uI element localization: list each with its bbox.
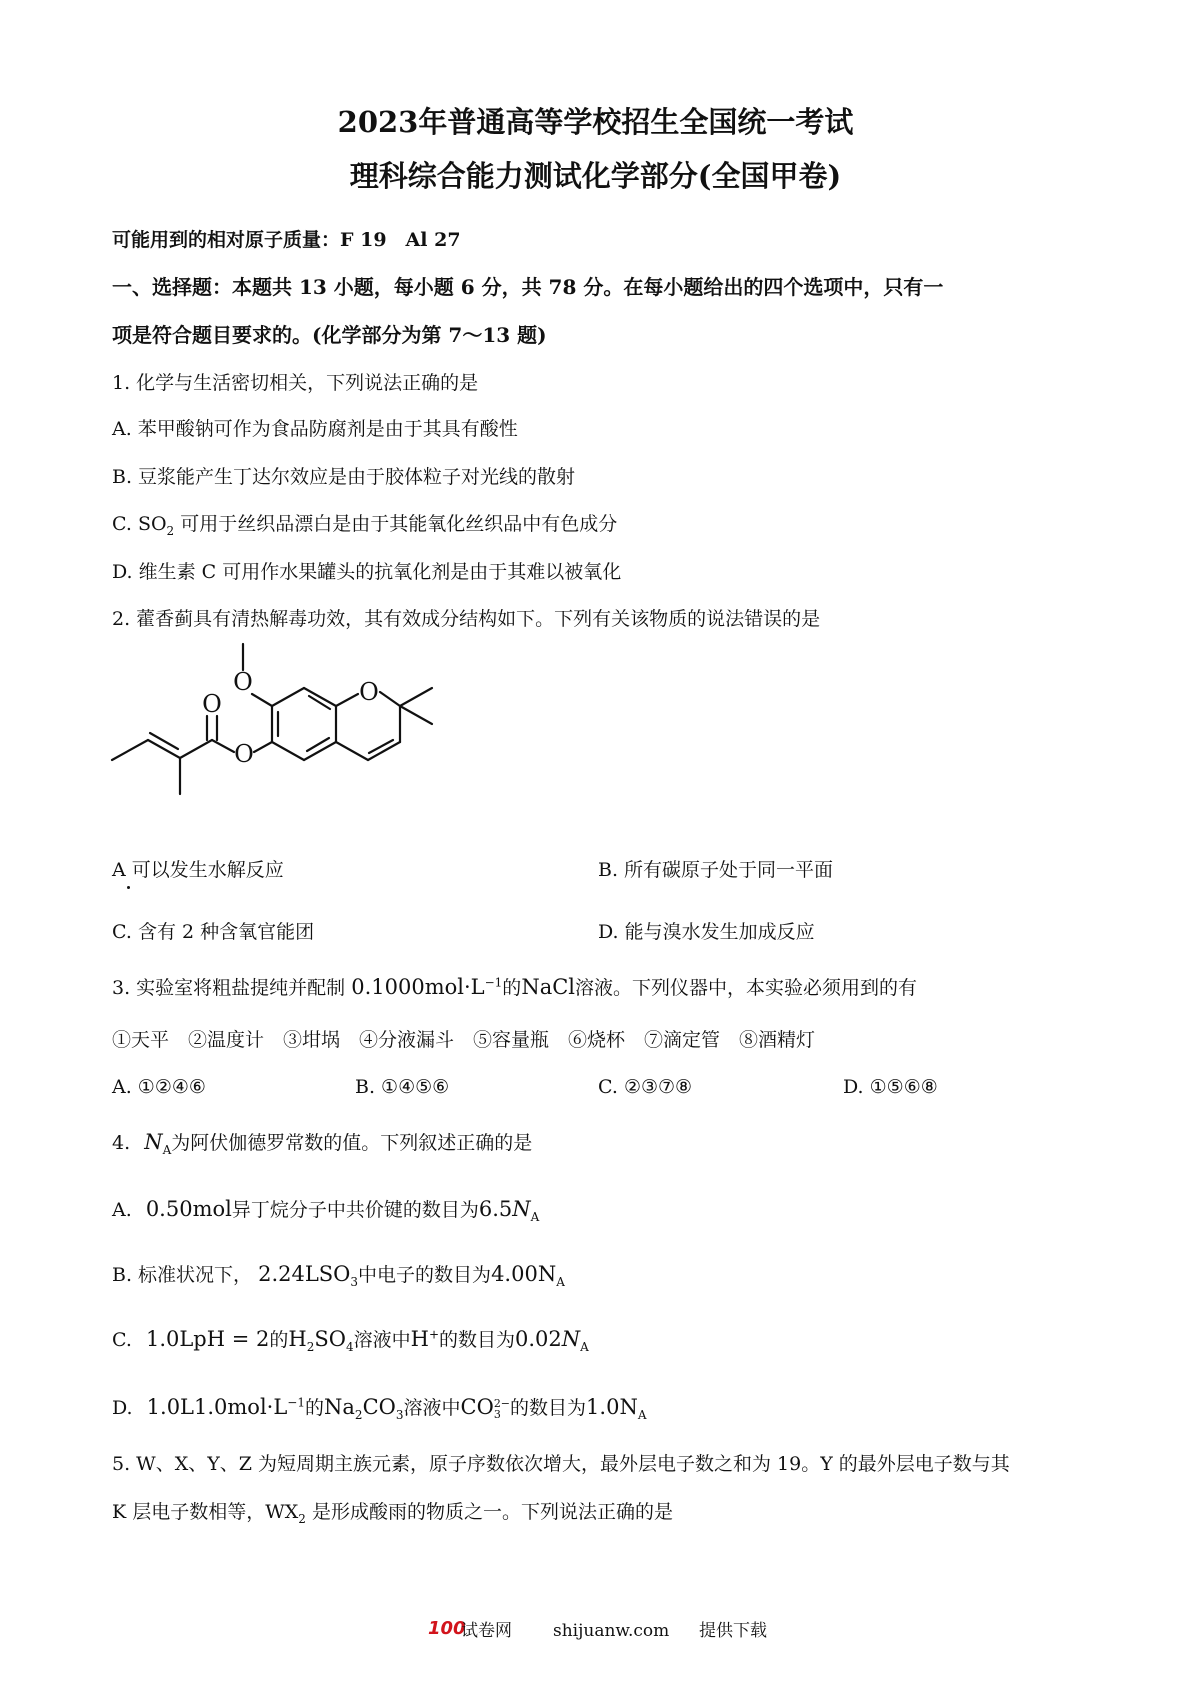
site-name: 试卷网 [461,1621,512,1641]
section-header-line-1: 一、选择题：本题共 13 小题，每小题 6 分，共 78 分。在每小题给出的四个选项中，只有一 [112,275,944,299]
q4-option-b [112,1262,565,1287]
q1-option-b: B. 豆浆能产生丁达尔效应是由于胶体粒子对光线的散射 [112,466,576,488]
q4-d-na-sub2: A [637,1407,647,1422]
methoxy-oxygen: O [233,668,253,696]
q4-c-h-sub: 2 [306,1339,315,1354]
q4-option-c [112,1327,589,1352]
q5-line-2 [112,1500,673,1524]
q4-b-v1: 2.24LSO [258,1262,351,1286]
q4-c-so4-sub: 4 [345,1339,354,1354]
q4-d-co3: CO [460,1395,494,1419]
q4-d-na-sub: 2 [354,1407,363,1422]
q4-b-label: B. 标准状况下， [112,1264,253,1286]
download-text: 提供下载 [699,1621,767,1641]
q4-stem [112,1130,532,1155]
q4-d-co3-sub: 3 [493,1408,501,1421]
q4-c-hplus: H [410,1327,429,1351]
carbonyl-oxygen: O [202,690,222,718]
q3-nacl: NaCl [521,975,575,999]
q4-b-sub1: 3 [350,1274,359,1289]
q4-d-t2: 溶液中 [403,1397,461,1419]
q4-c-t3: 的数目为 [439,1329,516,1351]
q4-b-text: 中电子的数目为 [358,1264,492,1286]
q4-d-co-sub: 3 [395,1407,404,1422]
q3-option-b: B. ①④⑤⑥ [355,1076,450,1098]
q4-d-sup1: −1 [287,1395,305,1410]
q4-na: N [144,1130,163,1154]
q4-d-co: CO [362,1395,396,1419]
q2-option-c: C. 含有 2 种含氧官能团 [112,921,315,943]
q4-d-co3-sup: 2− [493,1397,511,1410]
q4-a-label: A. [112,1199,132,1221]
site-domain-link[interactable]: shijuanw.com [553,1621,670,1641]
q4-option-a [112,1197,539,1222]
q4-a-na: N [512,1197,531,1221]
q4-stem-post: 为阿伏伽德罗常数的值。下列叙述正确的是 [171,1132,533,1154]
q5-line2-pre: K 层电子数相等，WX [112,1501,299,1523]
q2-structure-diagram [100,636,460,806]
q3-option-a: A. ①②④⑥ [112,1076,206,1098]
q4-c-h: H [288,1327,307,1351]
q4-d-t1: 的 [305,1397,325,1419]
q4-num: 4. [112,1132,131,1154]
q4-a-v2: 6.5 [478,1197,513,1221]
q2-option-b: B. 所有碳原子处于同一平面 [598,859,834,881]
q3-option-d: D. ①⑤⑥⑧ [843,1076,938,1098]
section-header-line-2: 项是符合题目要求的。(化学部分为第 7～13 题) [112,323,547,347]
q3-stem-post: 溶液。下列仪器中，本实验必须用到的有 [575,977,918,999]
q4-c-so4: SO [314,1327,346,1351]
q4-a-text: 异丁烷分子中共价键的数目为 [231,1199,479,1221]
q4-c-t1: 的 [269,1329,289,1351]
q3-conc: 0.1000mol·L [351,975,485,999]
q3-stem-pre: 3. 实验室将粗盐提纯并配制 [112,977,346,999]
q4-b-v2: 4.00N [491,1262,557,1286]
q4-b-na-sub: A [556,1274,565,1289]
q1-option-c-sub: 2 [166,523,175,538]
q1-option-d: D. 维生素 C 可用作水果罐头的抗氧化剂是由于其难以被氧化 [112,561,622,583]
q4-c-na: N [561,1327,581,1351]
q4-c-hplus-sup: + [428,1327,439,1342]
dot-mark [127,886,130,889]
q4-c-v1: 1.0LpH = 2 [145,1327,270,1351]
q3-conc-sup: −1 [484,975,503,990]
q4-c-v2: 0.02 [515,1327,562,1351]
q3-stem-mid: 的 [502,977,522,999]
atomic-mass-note: 可能用到的相对原子质量：F 19 Al 27 [112,229,461,251]
q3-stem [112,975,917,1000]
ring-oxygen: O [359,678,379,706]
q2-option-a: A 可以发生水解反应 [112,859,284,881]
title-line-2: 理科综合能力测试化学部分(全国甲卷) [349,159,842,193]
q2-option-d: D. 能与溴水发生加成反应 [598,921,815,943]
title-line-1: 2023年普通高等学校招生全国统一考试 [337,105,854,139]
q4-c-na-sub: A [580,1339,589,1354]
q1-option-a: A. 苯甲酸钠可作为食品防腐剂是由于其具有酸性 [112,418,518,440]
site-logo-icon: 100 [428,1618,466,1639]
q4-na-sub: A [162,1142,172,1157]
q4-a-v1: 0.50mol [145,1197,232,1221]
q4-a-na-sub: A [530,1209,540,1224]
q1-option-c [112,512,617,536]
q4-d-v1: 1.0L1.0mol·L [146,1395,288,1419]
q4-d-t3: 的数目为 [510,1397,587,1419]
q5-line-1: 5. W、X、Y、Z 为短周期主族元素，原子序数依次增大，最外层电子数之和为 19。Y 的最外层电子数与其 [112,1453,1010,1475]
ester-oxygen: O [234,740,254,768]
q4-d-label: D. [112,1397,133,1419]
q4-c-t2: 溶液中 [353,1329,411,1351]
q3-items: ①天平 ②温度计 ③坩埚 ④分液漏斗 ⑤容量瓶 ⑥烧杯 ⑦滴定管 ⑧酒精灯 [112,1029,816,1051]
q5-line2-sub: 2 [298,1511,306,1526]
q3-option-c: C. ②③⑦⑧ [598,1076,693,1098]
q1-option-c-pre: C. SO [112,513,167,535]
q4-d-na: Na [324,1395,355,1419]
q4-option-d [112,1395,647,1420]
q2-stem: 2. 藿香蓟具有清热解毒功效，其有效成分结构如下。下列有关该物质的说法错误的是 [112,608,821,630]
q5-line2-post: 是形成酸雨的物质之一。下列说法正确的是 [305,1501,673,1523]
q1-option-c-post: 可用于丝织品漂白是由于其能氧化丝织品中有色成分 [174,513,618,535]
q4-d-v2: 1.0N [586,1395,638,1419]
q1-stem: 1. 化学与生活密切相关，下列说法正确的是 [112,372,479,394]
q4-c-label: C. [112,1329,132,1351]
